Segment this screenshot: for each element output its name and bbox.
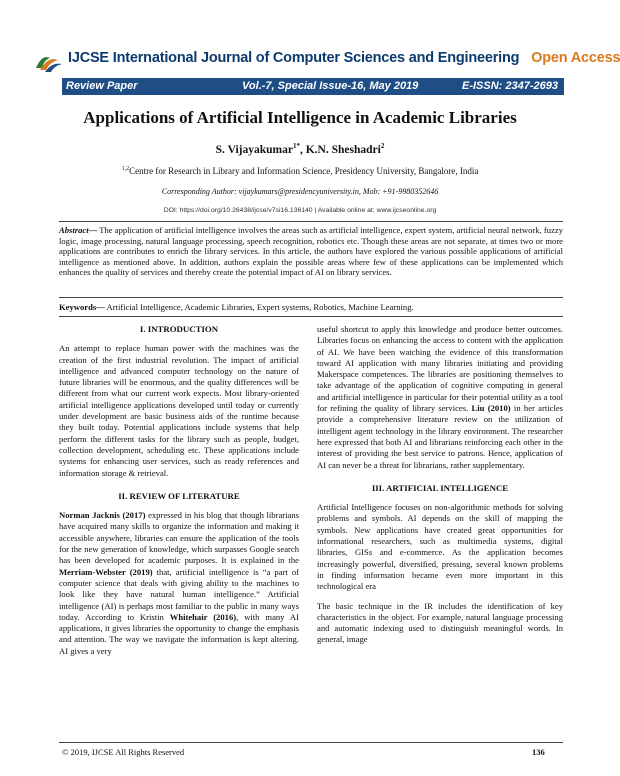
- footer-copyright: © 2019, IJCSE All Rights Reserved: [62, 747, 185, 757]
- citation-whitehair: Whitehair (2016): [169, 611, 237, 622]
- paper-type: Review Paper: [66, 80, 138, 92]
- author-2: K.N. Sheshadri: [305, 143, 381, 156]
- review-text-2: that, artificial intelligence is “a part of computer science that deals with giving ability to the machines to look like they have natural human intelligence.” Artificial intelligence (AI) is perhaps most familiar to the public in many ways today. According to Kristin: [59, 566, 299, 622]
- review-paragraph: [59, 510, 299, 657]
- journal-title: [68, 50, 620, 66]
- review-continued-paragraph: [317, 324, 563, 471]
- section-heading-ai: III. ARTIFICIAL INTELLIGENCE: [371, 482, 509, 493]
- open-access-label: Open Access: [531, 50, 620, 66]
- journal-abbrev: IJCSE: [68, 50, 109, 66]
- citation-merriam-webster: Merriam-Webster (2019): [59, 566, 153, 577]
- introduction-paragraph: An attempt to replace human power with the machines was the creation of the first industrial revolution. The impact of artificial intelligence and advanced computer technology on the nature of future libraries will be enormous, and the quality differences will be different from what our current work expects. Most library-oriented artificial intelligence applications developed until today or currently under development are basic business aids of the runtime because they built today. Potential applications include systems that help perform the different tasks for the library such as people, budget, collection development, scheduling etc. These applications include systems for enhancing user services, such as ready references and information storage & retrieval.: [59, 343, 299, 478]
- keywords-label: Keywords—: [59, 302, 105, 312]
- left-column: [59, 324, 299, 665]
- keywords-text: Artificial Intelligence, Academic Libraries, Expert systems, Robotics, Machine Learning.: [104, 302, 414, 312]
- doi-line: DOI: https://doi.org/10.26438/ijcse/v7si16.136140 | Available online at: www.ijcseonline.org: [163, 207, 437, 214]
- author-1-sup: 1*: [292, 142, 300, 150]
- abstract-bottom-rule: [59, 297, 563, 298]
- author-list: [0, 142, 600, 156]
- right-column: [317, 324, 563, 654]
- page-number: 136: [532, 747, 545, 757]
- volume-info: Vol.-7, Special Issue-16, May 2019: [242, 80, 419, 92]
- journal-info-bar: [62, 78, 564, 95]
- review-continued-text-1: useful shortcut to apply this knowledge and produce better outcomes. Libraries focus on enhancing the access to content with the application of AI. We have been watching the evidence of this transformation toward AI application with many libraries initiating and providing Makerspace competences. The libraries are positioning themselves to take advantage of the application of cognitive computing in general and artificial intelligence in particular for their potential utility as a tool for refining the quality of library services.: [317, 324, 563, 414]
- review-continued-text-2: in her articles provide a comprehensive literature review on the utilization of intelligent agent technology in the library environment. The researcher here expressed that both AI and librarians reinforcing each other in the interest of providing the best service to patrons. Hence, application of AI can never be a threat for librarians, rather supplementary.: [317, 403, 563, 470]
- journal-logo-icon: [34, 50, 64, 74]
- abstract: [59, 225, 563, 278]
- keywords-bottom-rule: [59, 316, 563, 317]
- abstract-label: Abstract—: [59, 225, 98, 235]
- issn: E-ISSN: 2347-2693: [462, 80, 558, 92]
- author-2-sup: 2: [380, 142, 385, 150]
- review-text-3: , with many AI applications, it gives libraries the opportunity to change the emphasis and attention. The way we navigate the information is kept altering. AI gives a very: [59, 611, 299, 656]
- review-text-1: expressed in his blog that though librarians have acquired many skills to organize the information and making it accessible anywhere, libraries can ensure the application of the tools for the new generation of knowledge, which surpasses Google search has been developed for academic purposes. It is explained in the: [59, 510, 299, 566]
- ai-paragraph-1: Artificial Intelligence focuses on non-algorithmic methods for solving problems and symbols. AI depends on the skill of mapping the symbols. New applications have created great opportunities for informational researchers, such as multimedia systems, digital libraries, GISs and e-commerce. As the application becomes increasingly powerful, diversified, pressing, several known problems in finding information became even more important in this technological era: [317, 502, 563, 592]
- abstract-top-rule: [59, 221, 563, 222]
- affiliation: [0, 166, 600, 176]
- keywords: [59, 302, 563, 312]
- citation-liu: Liu (2010): [471, 403, 511, 414]
- footer-rule: [59, 742, 563, 743]
- abstract-text: The application of artificial intelligence involves the areas such as artificial intelligence, expert system, artificial neural network, fuzzy logic, image processing, natural language processing, speech recognition, robotics etc. Though these areas are not separate, at times two or more applications are contributes to enrich the library services. In this article, the authors have explored the various possible applications of artificial intelligence as mentioned above. In addition, authors explain the possible areas where few of these applications can be implemented which enhances the quality of services and thereby create the potential impact of AI on library services.: [59, 225, 563, 277]
- ai-paragraph-2: The basic technique in the IR includes the identification of key characteristics in the object. For example, natural language processing and automatic indexing used to distinguish meaningful words. In general, image: [317, 600, 563, 645]
- section-heading-review: II. REVIEW OF LITERATURE: [118, 490, 240, 501]
- journal-name: International Journal of Computer Sciences and Engineering: [112, 50, 520, 66]
- affiliation-sup: 1,2: [121, 166, 130, 172]
- author-separator: ,: [299, 143, 306, 156]
- affiliation-text: Centre for Research in Library and Information Science, Presidency University, Bangalore, India: [129, 166, 479, 176]
- citation-jacknis: Norman Jacknis (2017): [59, 510, 146, 521]
- section-heading-introduction: I. INTRODUCTION: [139, 324, 219, 334]
- paper-title: Applications of Artificial Intelligence in Academic Libraries: [83, 108, 517, 127]
- corresponding-author: Corresponding Author: vijaykumars@presidencyuniversity.in, Mob: +91-9980352646: [161, 187, 439, 196]
- author-1: S. Vijayakumar: [215, 143, 293, 156]
